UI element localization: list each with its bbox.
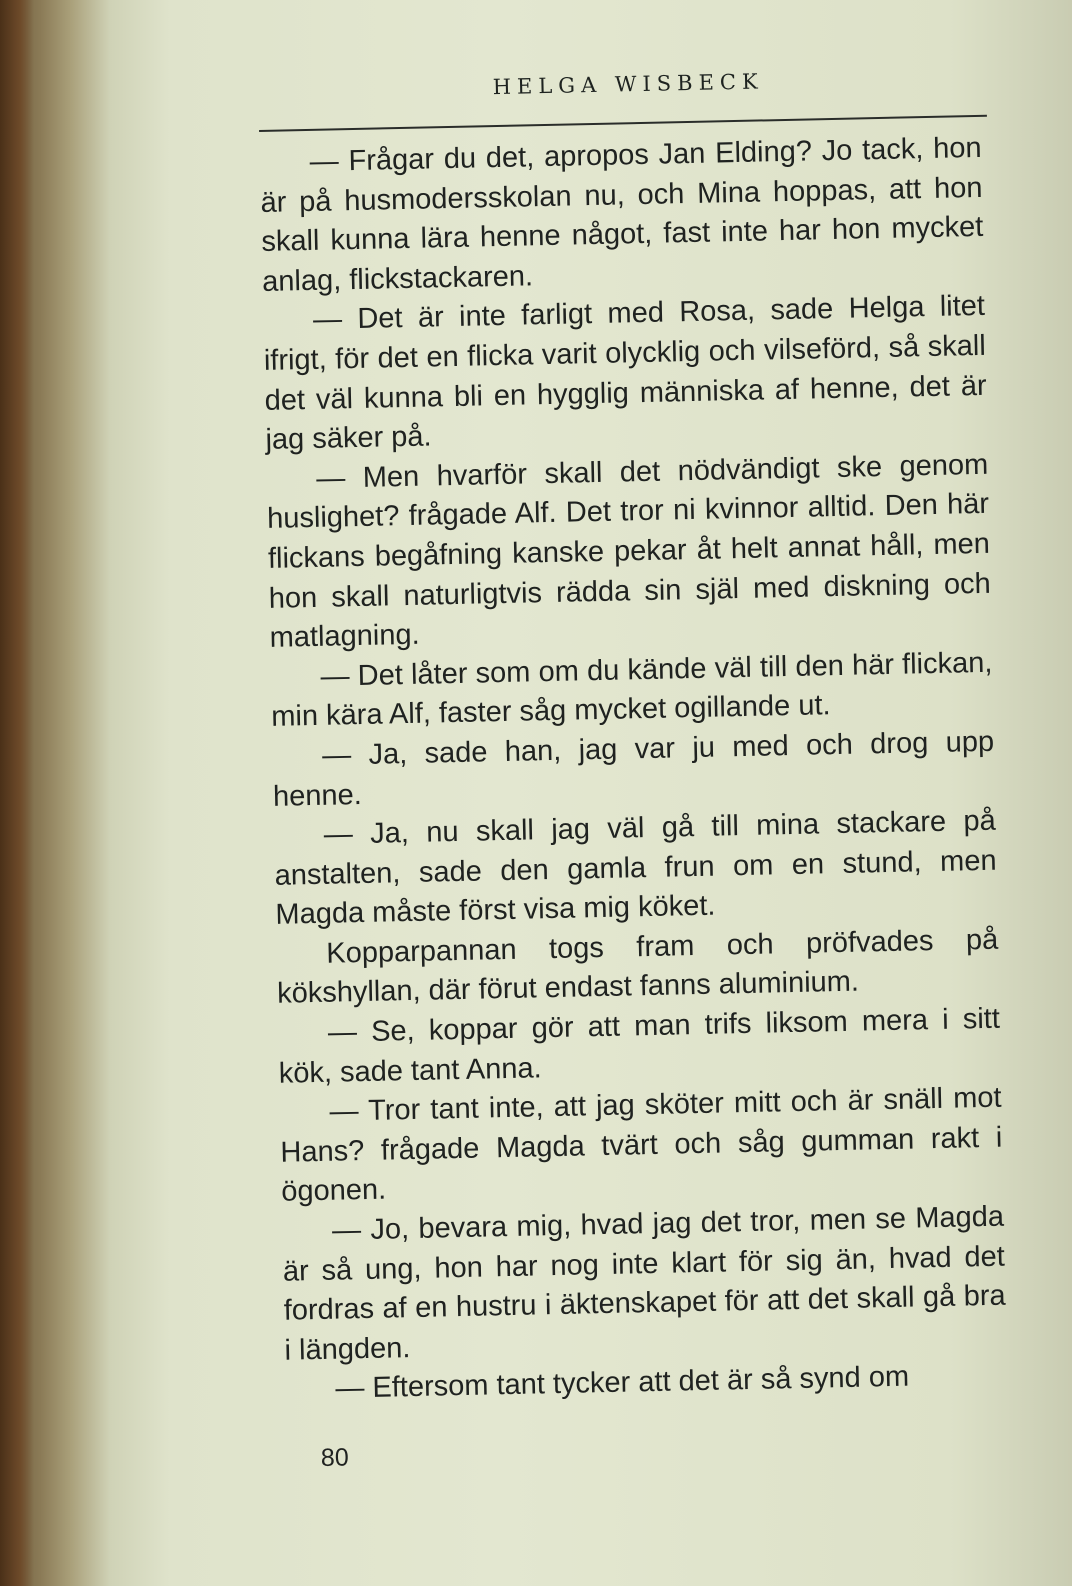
running-head: HELGA WISBECK xyxy=(492,69,764,100)
paragraph: — Tror tant inte, att jag sköter mitt och är snäll mot Hans? frågade Magda tvärt och såg gumman rakt i ögonen. xyxy=(280,1081,1003,1209)
book-page xyxy=(258,64,1036,1499)
paragraph: — Det låter som om du kände väl till den här flickan, min kära Alf, faster såg mycket ogillande ut. xyxy=(271,646,993,734)
paragraph: — Ja, sade han, jag var ju med och drog upp henne. xyxy=(272,725,995,813)
paragraph: — Men hvarför skall det nödvändigt ske genom huslighet? frågade Alf. Det tror ni kvinnor alltid. Den här flickans begåfning kanske pekar åt helt annat håll, men hon skall naturligtvis rädda sin själ med diskning och matlagning. xyxy=(266,448,992,654)
paragraph: — Jo, bevara mig, hvad jag det tror, men se Magda är så ung, hon har nog inte klart för sig än, hvad det fordras af en hustru i äktenskapet för att det skall gå bra i längden. xyxy=(282,1200,1006,1367)
page-number: 80 xyxy=(320,1443,349,1472)
paragraph: — Frågar du det, apropos Jan Elding? Jo tack, hon är på husmodersskolan nu, och Mina hoppas, att hon skall kunna lära henne något, fast inte har hon mycket anlag, flickstackaren. xyxy=(260,131,984,298)
paragraph: — Eftersom tant tycker att det är så synd om xyxy=(335,1361,910,1406)
paragraph: — Det är inte farligt med Rosa, sade Helga litet ifrigt, för det en flicka varit olycklig och vilseförd, så skall det väl kunna bli en hygglig människa af henne, det är jag säker på. xyxy=(263,290,987,457)
paragraph: Kopparpannan togs fram och pröfvades på kökshyllan, där förut endast fanns aluminium. xyxy=(276,923,999,1011)
book-gutter xyxy=(0,0,34,1586)
body-text xyxy=(259,129,1007,1411)
paragraph: — Ja, nu skall jag väl gå till mina stackare på anstalten, sade den gamla frun om en stund, men Magda måste först visa mig köket. xyxy=(274,804,997,932)
paragraph: — Se, koppar gör att man trifs liksom mera i sitt kök, sade tant Anna. xyxy=(278,1002,1001,1090)
header-rule xyxy=(259,115,987,132)
